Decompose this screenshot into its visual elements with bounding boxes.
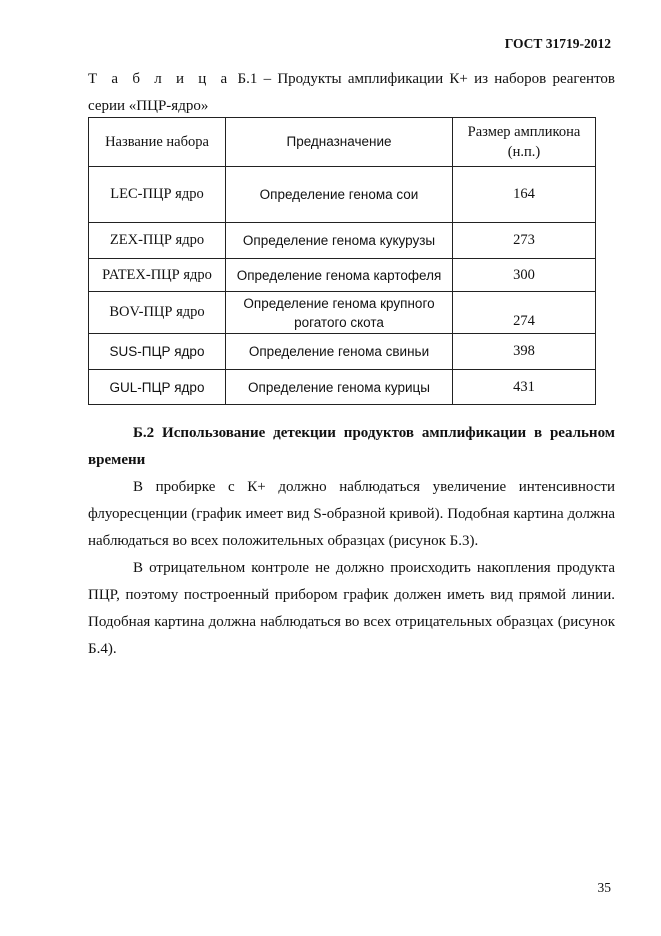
- row-amplicon-size: 164: [453, 167, 596, 223]
- row-kit-name: ZEX-ПЦР ядро: [89, 223, 226, 259]
- row-purpose: Определение генома крупного рогатого скота: [226, 292, 453, 334]
- row-amplicon-size: 273: [453, 223, 596, 259]
- row-amplicon-size: 398: [453, 334, 596, 370]
- row-kit-name: LEC-ПЦР ядро: [89, 167, 226, 223]
- header-purpose: Предназначение: [226, 118, 453, 167]
- page-number: 35: [597, 880, 611, 895]
- table-row: [89, 259, 596, 292]
- row-amplicon-size: 300: [453, 259, 596, 292]
- row-kit-name: BOV-ПЦР ядро: [89, 292, 226, 334]
- header-amplicon-size: Размер ампликона (н.п.): [453, 118, 596, 167]
- row-amplicon-size: 274: [453, 292, 596, 334]
- section-heading: Б.2 Использование детекции продуктов амплификации в реальном времени: [88, 425, 615, 468]
- paragraph: В отрицательном контроле не должно происходить накопления продукта ПЦР, поэтому построенный прибором график должен иметь вид прямой линии. Подобная картина должна наблюдаться во всех отрицательных образцах (рисунок Б.4).: [88, 560, 615, 657]
- section-b2: [88, 420, 615, 663]
- row-purpose: Определение генома свиньи: [226, 334, 453, 370]
- table-row: [89, 292, 596, 334]
- table-row: [89, 334, 596, 370]
- row-amplicon-size: 431: [453, 370, 596, 405]
- table-caption-text: Б.1 – Продукты амплификации К+ из наборов реагентов серии «ПЦР-ядро»: [88, 71, 616, 114]
- header-kit-name: Название набора: [89, 118, 226, 167]
- paragraph: В пробирке с К+ должно наблюдаться увеличение интенсивности флуоресценции (график имеет вид S-образной кривой). Подобная картина должна наблюдаться во всех положительных образцах (рисунок Б.3).: [88, 479, 615, 549]
- row-kit-name: GUL-ПЦР ядро: [89, 370, 226, 405]
- table-header-row: [89, 118, 596, 167]
- row-purpose: Определение генома картофеля: [226, 259, 453, 292]
- table-row: [89, 167, 596, 223]
- row-purpose: Определение генома курицы: [226, 370, 453, 405]
- row-kit-name: PATEX-ПЦР ядро: [89, 259, 226, 292]
- table-caption: [88, 66, 615, 120]
- row-kit-name: SUS-ПЦР ядро: [89, 334, 226, 370]
- table-row: [89, 223, 596, 259]
- row-purpose: Определение генома кукурузы: [226, 223, 453, 259]
- row-purpose: Определение генома сои: [226, 167, 453, 223]
- table-row: [89, 370, 596, 405]
- document-standard-header: ГОСТ 31719-2012: [504, 36, 611, 51]
- products-table: [88, 117, 596, 405]
- table-caption-label: Т а б л и ц а: [88, 71, 232, 87]
